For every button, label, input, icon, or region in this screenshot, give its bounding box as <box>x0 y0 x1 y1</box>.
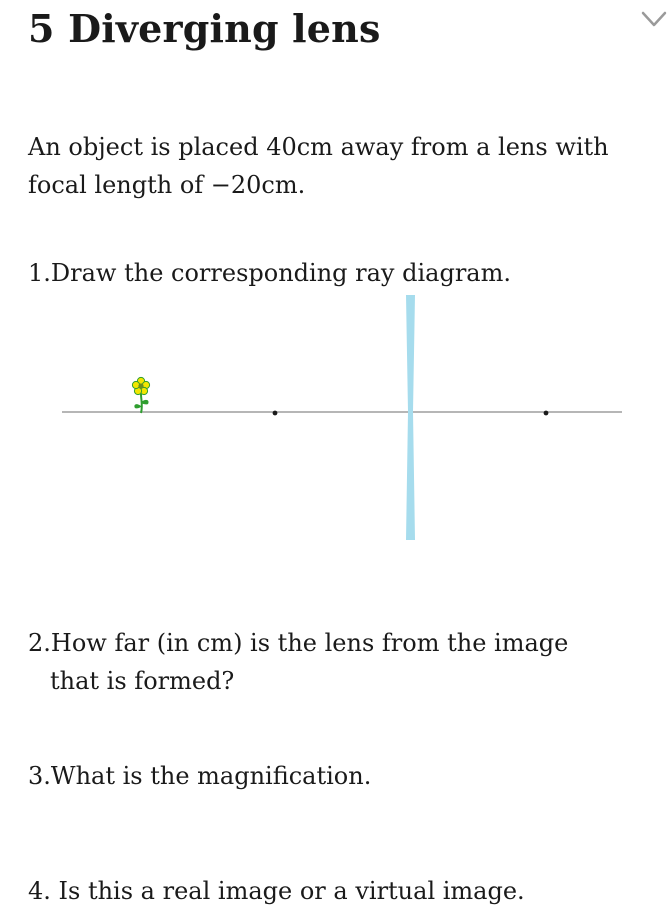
chevron-down-icon[interactable] <box>640 8 668 30</box>
focal-point-right <box>544 411 549 416</box>
question-2 <box>28 624 568 700</box>
question-4: 4. Is this a real image or a virtual image. <box>28 877 525 905</box>
problem-statement: An object is placed 40cm away from a lens with focal length of −20cm. <box>28 133 609 199</box>
flower-icon <box>132 377 149 413</box>
question-2-line-1: 2.How far (in cm) is the lens from the image <box>28 629 569 657</box>
diverging-lens <box>406 295 415 540</box>
question-3: 3.What is the magnification. <box>28 762 372 790</box>
page-title: 5 Diverging lens <box>28 6 381 51</box>
question-2-line-2: that is formed? <box>50 667 235 695</box>
question-1: 1.Draw the corresponding ray diagram. <box>28 259 511 287</box>
focal-point-left <box>273 411 278 416</box>
